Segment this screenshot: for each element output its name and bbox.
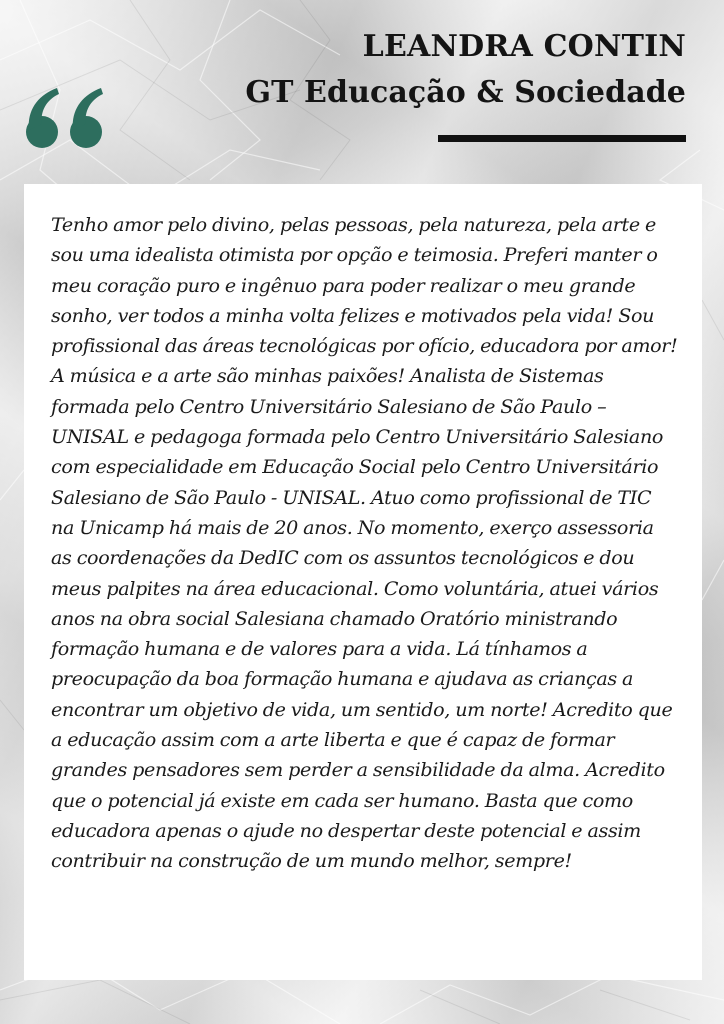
group-title: GT Educação & Sociedade (245, 75, 686, 110)
person-name: LEANDRA CONTIN (362, 29, 686, 64)
header (245, 24, 686, 116)
bio-card (24, 184, 702, 980)
quote-open-icon (24, 86, 108, 150)
bio-text: Tenho amor pelo divino, pelas pessoas, pela natureza, pela arte e sou uma idealista otimista por opção e teimosia. Preferi manter o meu coração puro e ingênuo para poder realizar o meu grande sonho, ver todos a minha volta felizes e motivados pela vida! Sou profissional das áreas tecnológicas por ofício, educadora por amor! A música e a arte são minhas paixões! Analista de Sistemas formada pelo Centro Universitário Salesiano de São Paulo – UNISAL e pedagoga formada pelo Centro Universitário Salesiano com especialidade em Educação Social pelo Centro Universitário Salesiano de São Paulo - UNISAL. Atuo como profissional de TIC na Unicamp há mais de 20 anos. No momento, exerço assessoria as coordenações da DedIC com os assuntos tecnológicos e dou meus palpites na área educacional. Como voluntária, atuei vários anos na obra social Salesiana chamado Oratório ministrando formação humana e de valores para a vida. Lá tínhamos a preocupação da boa formação humana e ajudava as crianças a encontrar um objetivo de vida, um sentido, um norte! Acredito que a educação assim com a arte liberta e que é capaz de formar grandes pensadores sem perder a sensibilidade da alma. Acredito que o potencial já existe em cada ser humano. Basta que como educadora apenas o ajude no despertar deste potencial e assim contribuir na construção de um mundo melhor, sempre! (51, 213, 678, 873)
header-divider (438, 135, 686, 142)
